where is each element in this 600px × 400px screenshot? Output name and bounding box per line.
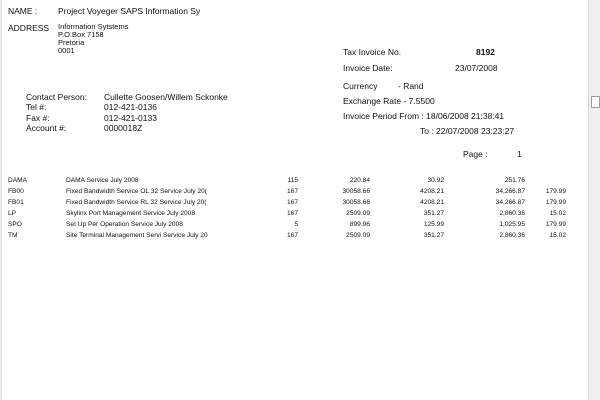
row-qty: 167 [286,188,298,195]
row-qty: 115 [287,177,298,184]
row-vat: 125.99 [423,221,444,228]
row-amount: 30058.66 [342,188,370,195]
row-vat: 351.27 [423,210,444,217]
tax-invoice-label: Tax Invoice No. [343,47,402,57]
row-extra: 15.02 [549,232,566,239]
row-amount: 2509.09 [346,232,370,239]
name-label: NAME : [8,6,38,16]
row-extra: 15.02 [549,210,566,217]
row-vat: 30.92 [427,177,444,184]
invoice-period-to: To : 22/07/2008 23:23:27 [420,126,515,136]
address-line-3: Pretoria [58,38,85,47]
row-extra: 179.99 [545,221,566,228]
row-qty: 5 [294,221,298,228]
address-line-1: Information Sytstems [58,22,129,31]
row-amount: 899.96 [349,221,370,228]
row-code: FB00 [8,188,24,195]
row-amount: 30058.66 [342,199,370,206]
address-label: ADDRESS [8,23,50,33]
fax-label: Fax #: [26,113,50,123]
page-edge [0,0,2,400]
row-amount: 220.84 [349,177,370,184]
currency-value: - Rand [398,81,424,91]
tel-label: Tel #: [26,102,47,112]
contact-person-value: Cullette Goosen/Willem Sckonke [104,92,228,102]
address-line-2: P.O.Box 7158 [58,30,104,39]
row-qty: 167 [286,210,298,217]
row-total: 34,266.87 [495,188,525,195]
fax-value: 012-421-0133 [104,113,157,123]
row-total: 1,025.95 [499,221,525,228]
row-code: SPO [8,221,22,228]
row-vat: 351.27 [423,232,444,239]
account-label: Account #: [26,123,67,133]
address-line-4: 0001 [58,46,75,55]
exchange-rate: Exchange Rate - 7.5500 [343,96,435,106]
page-number: 1 [517,149,522,159]
row-description: Site Terminal Management Servi Service July 20 [66,232,208,239]
page-label: Page : [463,149,488,159]
row-code: FB01 [8,199,24,206]
row-description: Fixed Bandwidth Service RL 32 Service July 20( [66,199,207,206]
currency-label: Currency [343,81,378,91]
row-code: LP [8,210,17,217]
vertical-scrollbar[interactable] [588,0,600,400]
row-total: 251.76 [504,177,525,184]
row-qty: 167 [286,199,298,206]
invoice-period-from: Invoice Period From : 18/06/2008 21:38:41 [343,111,505,121]
row-extra: 179.99 [545,199,566,206]
row-description: Skylinx Port Management Service July 2008 [66,210,196,217]
row-extra: 179.99 [545,188,566,195]
row-vat: 4208.21 [420,199,444,206]
row-description: DAMA Service July 2008 [66,177,139,184]
row-code: DAMA [8,177,28,184]
row-total: 34,266.87 [495,199,525,206]
invoice-date-label: Invoice Date: [343,63,393,73]
row-qty: 167 [286,232,298,239]
tel-value: 012-421-0136 [104,102,157,112]
scrollbar-thumb[interactable] [591,96,600,108]
contact-person-label: Contact Person: [26,92,87,102]
account-value: 0000018Z [104,123,143,133]
name-value: Project Voyeger SAPS Information Sy [58,6,201,16]
row-amount: 2509.09 [346,210,370,217]
row-description: Fixed Bandwidth Service OL 32 Service July 20( [66,188,207,195]
row-total: 2,860.36 [499,232,525,239]
row-vat: 4208.21 [420,188,444,195]
row-total: 2,860.36 [499,210,525,217]
invoice-date-value: 23/07/2008 [455,63,498,73]
tax-invoice-value: 8192 [476,47,495,57]
row-description: Set Up Per Operation Service July 2008 [66,221,183,228]
row-code: TM [8,232,18,239]
